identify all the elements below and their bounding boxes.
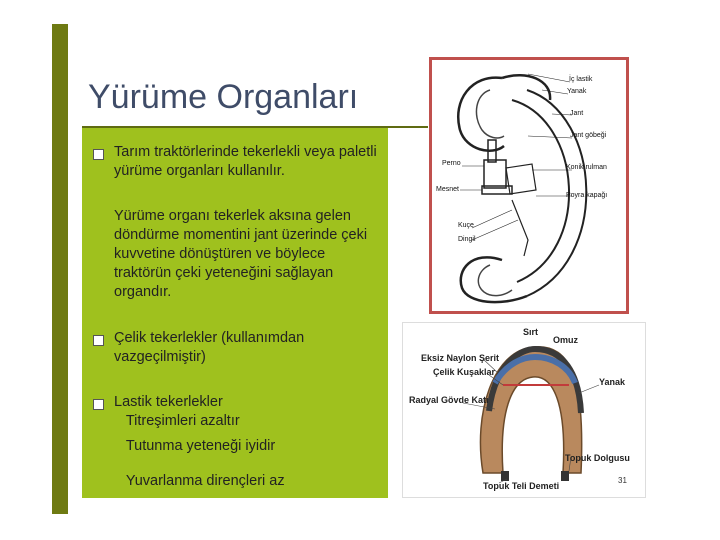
bullet-4-line-5: Yuvarlanma dirençleri az	[114, 473, 285, 489]
label-kuce: Kuçe	[458, 222, 474, 229]
label-celik-kusaklar: Çelik Kuşaklar	[433, 367, 496, 377]
label-radyal-govde-kati: Radyal Gövde Katı	[409, 395, 489, 405]
label-mesnet: Mesnet	[436, 186, 459, 193]
label-poyra-kapagi: Poyra kapağı	[566, 192, 608, 199]
bullet-1-line-2: yürüme organları kullanılır.	[114, 163, 285, 179]
bullet-1-line-1: Tarım traktörlerinde tekerlekli veya paletli	[114, 144, 377, 160]
accent-bar	[52, 24, 68, 514]
bullet-2-line-5: organdır.	[114, 284, 172, 300]
label-jant-gobegi: Jant göbeği	[570, 132, 607, 139]
page-number: 31	[618, 476, 627, 485]
bullet-4-line-2: Titreşimleri azaltır	[114, 413, 240, 429]
bullet-2-line-2: döndürme momentini jant üzerinde çeki	[114, 227, 368, 243]
bullet-square-icon	[93, 399, 104, 410]
bullet-square-icon	[93, 149, 104, 160]
bullet-2-line-4: traktörün çeki yeteneğini sağlayan	[114, 265, 334, 281]
label-yanak: Yanak	[567, 88, 587, 95]
tire-diagram-frame	[402, 322, 646, 498]
bullet-2-line-3: kuvvetine dönüştüren ve böylece	[114, 246, 326, 262]
tire-cross-section-image	[403, 323, 645, 497]
label-topuk-dolgusu: Topuk Dolgusu	[565, 453, 630, 463]
label-ic-lastik: İç lastik	[569, 76, 593, 83]
label-omuz: Omuz	[553, 335, 579, 345]
bullet-3-line-2: vazgeçilmiştir)	[114, 349, 206, 365]
label-jant: Jant	[570, 110, 584, 117]
bullet-2-line-1: Yürüme organı tekerlek aksına gelen	[114, 208, 351, 224]
label-topuk-teli-demeti: Topuk Teli Demeti	[483, 481, 560, 491]
bullet-3-line-1: Çelik tekerlekler (kullanımdan	[114, 330, 305, 346]
label-sirt: Sırt	[523, 327, 539, 337]
slide-title: Yürüme Organları	[88, 78, 359, 116]
bullet-square-icon	[93, 335, 104, 346]
label-dingil: Dingil	[458, 236, 476, 243]
title-underline	[82, 126, 428, 128]
wheel-diagram-frame	[429, 57, 629, 314]
bullet-4-line-1: Lastik tekerlekler	[114, 394, 223, 410]
label-konik-rulman: Konik rulman	[566, 164, 607, 171]
wheel-cross-section-image	[432, 60, 626, 311]
label-eksiz-naylon-serit: Eksiz Naylon Şerit	[421, 353, 500, 363]
label-perno: Perno	[442, 160, 461, 167]
bullet-4-line-3: Tutunma yeteneği iyidir	[114, 438, 276, 454]
label-yanak: Yanak	[599, 377, 626, 387]
